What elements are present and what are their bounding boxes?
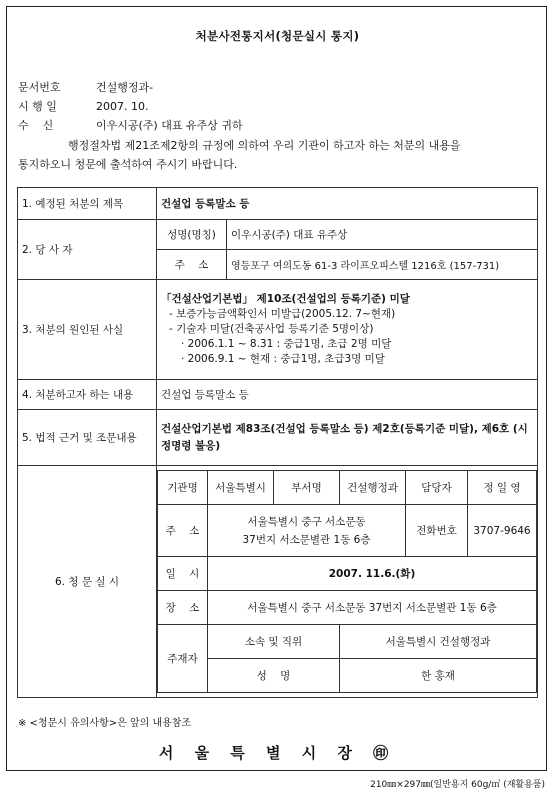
r5-value: 건설산업기본법 제83조(건설업 등록말소 등) 제2호(등록기준 미달), 제6호 (시정명령 불응)	[157, 410, 538, 466]
row-legal	[18, 410, 538, 466]
issuer-seal: 서 울 특 별 시 장 ㊞	[158, 744, 397, 762]
r5-label: 5. 법적 근거 및 조문내용	[18, 410, 157, 466]
recipient-label: 수 신	[18, 119, 54, 132]
manager-label: 담당자	[406, 471, 468, 505]
hearing-date: 2007. 11.6.(화)	[208, 557, 537, 591]
r3-line-2: - 기술자 미달(건축공사업 등록기준 5명이상)	[169, 323, 374, 335]
r3-value	[157, 280, 538, 380]
addr-line-2: 37번지 서소문별관 1동 6층	[242, 533, 371, 546]
r3-label: 3. 처분의 원인된 사실	[18, 280, 157, 380]
chair-name-row	[158, 659, 537, 693]
chair-label: 주재자	[158, 625, 208, 693]
r3-line-1: - 보증가능금액확인서 미발급(2005.12. 7~현재)	[169, 308, 396, 320]
agency: 서울특별시	[208, 471, 274, 505]
notice-body	[18, 136, 523, 174]
r4-label: 4. 처분하고자 하는 내용	[18, 380, 157, 410]
r2-addr-label: 주 소	[157, 250, 227, 280]
dept: 건설행정과	[340, 471, 406, 505]
manager: 정 일 영	[468, 471, 537, 505]
recipient: 이우시공(주) 대표 유주상 귀하	[96, 119, 243, 132]
document-meta	[18, 78, 243, 135]
r1-value: 건설업 등록말소 등	[157, 188, 538, 220]
phone: 3707-9646	[468, 505, 537, 557]
hearing-agency-row	[158, 471, 537, 505]
pos-label: 소속 및 직위	[208, 625, 340, 659]
chair-name-label: 성 명	[208, 659, 340, 693]
row-party-name	[18, 220, 538, 250]
r6-value	[157, 466, 538, 698]
addr-line-1: 서울특별시 중구 서소문동	[247, 515, 366, 528]
row-action	[18, 380, 538, 410]
notice-table	[17, 187, 538, 698]
date-label: 일 시	[158, 557, 208, 591]
r6-label: 6. 청 문 실 시	[18, 466, 157, 698]
doc-no-label: 문서번호	[18, 81, 61, 94]
doc-no-row	[18, 78, 243, 97]
date-label: 시 행 일	[18, 100, 57, 113]
phone-label: 전화번호	[406, 505, 468, 557]
agency-label: 기관명	[158, 471, 208, 505]
chair-pos: 서울특별시 건설행정과	[340, 625, 537, 659]
row-hearing	[18, 466, 538, 698]
hearing-place: 서울특별시 중구 서소문동 37번지 서소문별관 1동 6층	[208, 591, 537, 625]
paper-spec: 210㎜×297㎜(일반용지 60g/㎡ (재활용품)	[370, 780, 545, 790]
r3-line-3: · 2006.1.1 ~ 8.31 : 중급1명, 초급 2명 미달	[181, 338, 392, 350]
r3-head: 「건설산업기본법」 제10조(건설업의 등록기준) 미달	[161, 293, 410, 305]
chair-pos-row	[158, 625, 537, 659]
note: ※ <청문시 유의사항>은 앞의 내용참조	[18, 718, 192, 729]
r4-value: 건설업 등록말소 등	[157, 380, 538, 410]
addr	[208, 505, 406, 557]
date-row	[18, 97, 243, 116]
document-title: 처분사전통지서(청문실시 통지)	[195, 29, 360, 43]
recipient-row	[18, 116, 243, 135]
row-cause	[18, 280, 538, 380]
hearing-addr-row	[158, 505, 537, 557]
r2-addr: 영등포구 여의도동 61-3 라이프오피스텔 1216호 (157-731)	[227, 250, 538, 280]
hearing-place-row	[158, 591, 537, 625]
place-label: 장 소	[158, 591, 208, 625]
row-title	[18, 188, 538, 220]
doc-no: 건설행정과-	[96, 81, 154, 94]
addr-label: 주 소	[158, 505, 208, 557]
dept-label: 부서명	[274, 471, 340, 505]
issue-date: 2007. 10.	[96, 100, 149, 113]
notice-line-2: 통지하오니 청문에 출석하여 주시기 바랍니다.	[18, 158, 238, 171]
chair-name: 한 홍재	[340, 659, 537, 693]
r3-line-4: · 2006.9.1 ~ 현재 : 중급1명, 초급3명 미달	[181, 353, 385, 365]
r2-name: 이우시공(주) 대표 유주상	[227, 220, 538, 250]
r2-name-label: 성명(명칭)	[157, 220, 227, 250]
r1-label: 1. 예정된 처분의 제목	[18, 188, 157, 220]
hearing-table	[157, 470, 537, 693]
notice-line-1: 행정절차법 제21조제2항의 규정에 의하여 우리 기관이 하고자 하는 처분의 내용을	[68, 139, 461, 152]
hearing-date-row	[158, 557, 537, 591]
r2-label: 2. 당 사 자	[18, 220, 157, 280]
